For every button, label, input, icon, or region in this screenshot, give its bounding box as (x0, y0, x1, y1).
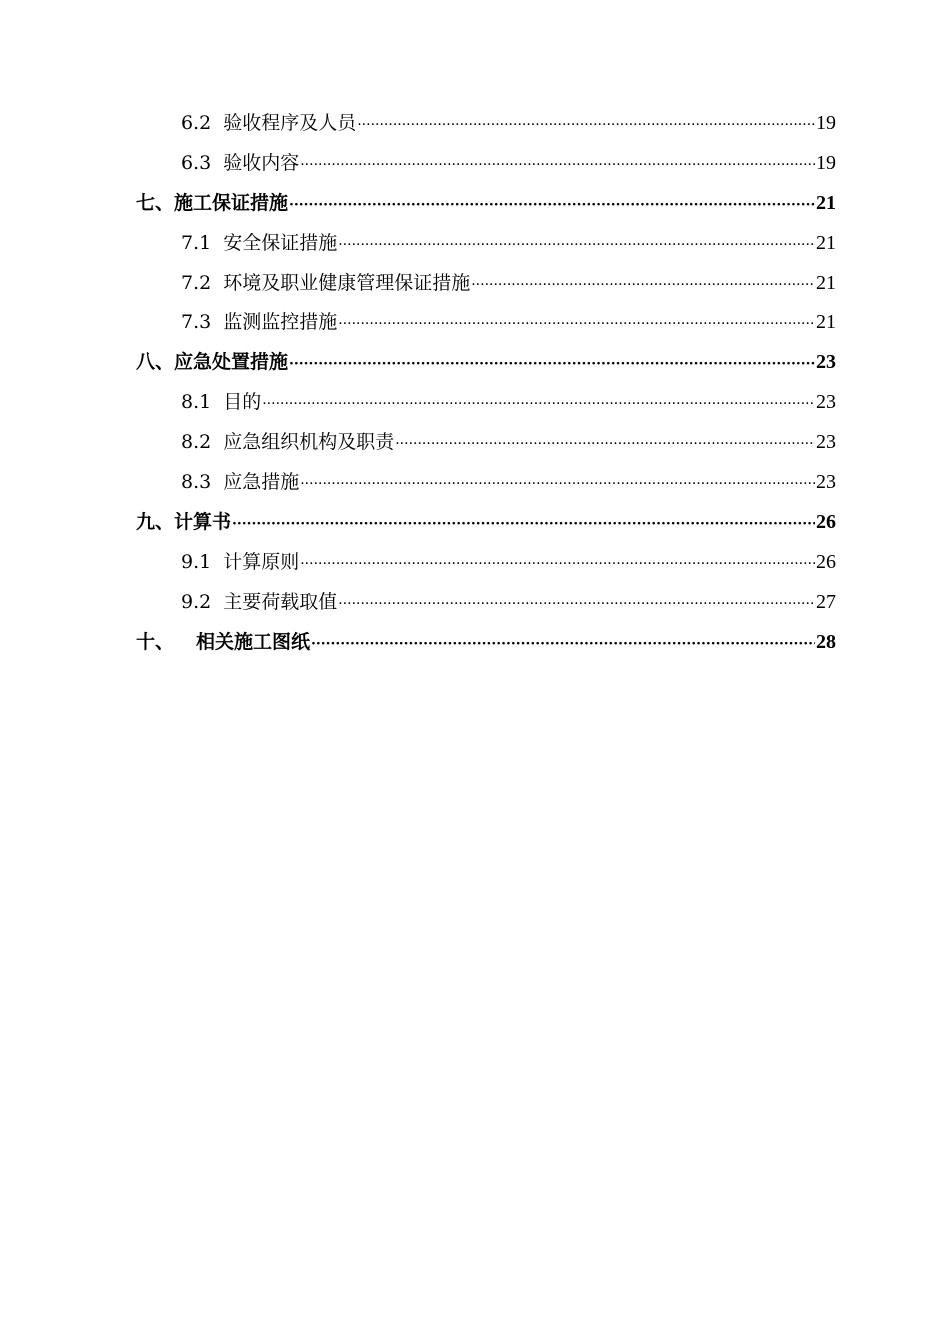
toc-entry-page: 21 (816, 271, 836, 294)
toc-entry-page: 21 (816, 191, 836, 214)
toc-entry-9-2[interactable] (136, 583, 836, 623)
toc-entry-number: 七、 (136, 191, 175, 214)
table-of-contents (136, 104, 836, 662)
toc-leader-dots (338, 226, 815, 266)
toc-leader-dots (232, 505, 815, 545)
toc-entry-number: 9.2 (181, 590, 212, 613)
toc-entry-title: 计算原则 (223, 550, 300, 573)
toc-entry-7-1[interactable] (136, 224, 836, 264)
toc-entry-title: 应急组织机构及职责 (223, 431, 395, 454)
toc-entry-title: 验收程序及人员 (223, 112, 357, 134)
toc-entry-page: 23 (816, 351, 836, 374)
toc-entry-number: 6.2 (181, 112, 212, 134)
toc-leader-dots (395, 425, 815, 465)
toc-entry-page: 28 (816, 630, 836, 653)
toc-entry-number: 十、 (136, 630, 175, 653)
toc-entry-title: 目的 (223, 391, 262, 414)
toc-entry-title: 应急处置措施 (174, 351, 289, 374)
toc-entry-chapter-9[interactable] (136, 503, 836, 543)
toc-leader-dots (300, 465, 815, 505)
toc-entry-page: 21 (816, 231, 836, 254)
toc-entry-title: 主要荷载取值 (223, 590, 338, 613)
toc-entry-9-1[interactable] (136, 543, 836, 583)
toc-entry-title: 验收内容 (223, 151, 300, 174)
toc-entry-page: 23 (816, 471, 836, 494)
toc-entry-page: 21 (816, 311, 836, 334)
toc-leader-dots (289, 345, 815, 385)
toc-entry-chapter-10[interactable] (136, 623, 836, 663)
toc-entry-title: 应急措施 (223, 471, 300, 494)
toc-entry-title: 监测监控措施 (223, 311, 338, 334)
toc-entry-number: 7.2 (181, 271, 212, 294)
toc-entry-6-3[interactable] (136, 144, 836, 184)
toc-entry-page: 23 (816, 391, 836, 414)
toc-entry-chapter-8[interactable] (136, 343, 836, 383)
toc-entry-chapter-7[interactable] (136, 184, 836, 224)
toc-leader-dots (338, 305, 815, 345)
toc-entry-page: 27 (816, 590, 836, 613)
toc-leader-dots (289, 186, 815, 226)
toc-entry-page: 26 (816, 550, 836, 573)
toc-entry-page: 19 (816, 151, 836, 174)
toc-leader-dots (300, 545, 815, 585)
toc-entry-number: 7.3 (181, 311, 212, 334)
toc-leader-dots (262, 385, 815, 425)
toc-entry-6-2[interactable] (136, 104, 836, 144)
toc-entry-title: 施工保证措施 (174, 191, 289, 214)
toc-entry-number: 九、 (136, 510, 175, 533)
toc-entry-page: 19 (816, 112, 836, 134)
toc-entry-8-1[interactable] (136, 383, 836, 423)
toc-entry-title: 安全保证措施 (223, 231, 338, 254)
toc-entry-title: 计算书 (174, 510, 232, 533)
toc-leader-dots (471, 266, 815, 306)
toc-leader-dots (338, 585, 815, 625)
toc-entry-title: 环境及职业健康管理保证措施 (223, 271, 471, 294)
toc-leader-dots (300, 146, 815, 186)
toc-entry-page: 23 (816, 431, 836, 454)
toc-entry-number: 7.1 (181, 231, 212, 254)
toc-entry-title: 相关施工图纸 (196, 630, 311, 653)
toc-entry-8-3[interactable] (136, 463, 836, 503)
toc-entry-number: 6.3 (181, 151, 212, 174)
toc-entry-7-2[interactable] (136, 264, 836, 304)
toc-entry-number: 9.1 (181, 550, 212, 573)
toc-entry-number: 8.1 (181, 391, 212, 414)
toc-entry-number: 8.2 (181, 431, 212, 454)
toc-entry-7-3[interactable] (136, 303, 836, 343)
toc-entry-page: 26 (816, 510, 836, 533)
toc-entry-8-2[interactable] (136, 423, 836, 463)
toc-leader-dots (311, 625, 815, 665)
toc-entry-number: 八、 (136, 351, 175, 374)
toc-entry-number: 8.3 (181, 471, 212, 494)
toc-leader-dots (357, 106, 815, 146)
